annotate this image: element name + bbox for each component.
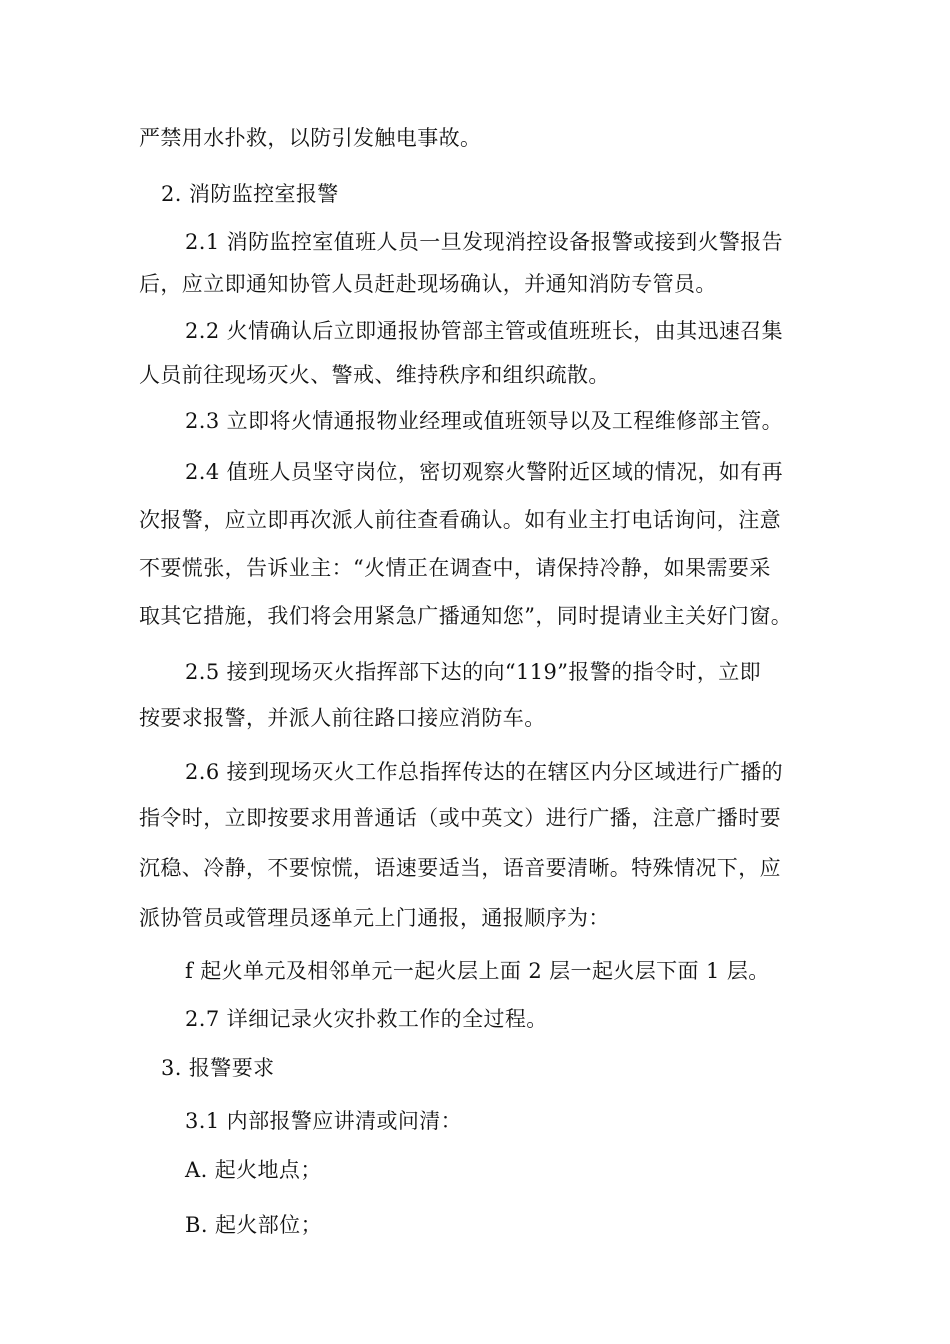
paragraph-line: 人员前往现场灭火、警戒、维持秩序和组织疏散。: [139, 363, 610, 387]
paragraph-line: 2.1 消防监控室值班人员一旦发现消控设备报警或接到火警报告: [185, 230, 784, 254]
paragraph-line: 2.2 火情确认后立即通报协管部主管或值班班长，由其迅速召集: [185, 319, 784, 343]
paragraph-line: 3.1 内部报警应讲清或问清：: [185, 1109, 463, 1133]
paragraph-line: 沉稳、冷静，不要惊慌，语速要适当，语音要清晰。特殊情况下，应: [139, 856, 781, 880]
paragraph-line: 严禁用水扑救，以防引发触电事故。: [139, 126, 482, 150]
list-item: A. 起火地点；: [185, 1158, 322, 1182]
paragraph-line: 2.7 详细记录火灾扑救工作的全过程。: [185, 1007, 548, 1031]
paragraph-line: 取其它措施，我们将会用紧急广播通知您”，同时提请业主关好门窗。: [139, 604, 793, 628]
paragraph-line: 按要求报警，并派人前往路口接应消防车。: [139, 706, 546, 730]
paragraph-line: 2.3 立即将火情通报物业经理或值班领导以及工程维修部主管。: [185, 409, 784, 433]
paragraph-line: 后，应立即通知协管人员赶赴现场确认，并通知消防专管员。: [139, 272, 717, 296]
paragraph-line: f 起火单元及相邻单元一起火层上面 2 层一起火层下面 1 层。: [185, 959, 770, 983]
paragraph-line: 不要慌张，告诉业主：“火情正在调查中，请保持冷静，如果需要采: [139, 556, 771, 580]
paragraph-line: 2.6 接到现场灭火工作总指挥传达的在辖区内分区域进行广播的: [185, 760, 784, 784]
paragraph-line: 派协管员或管理员逐单元上门通报，通报顺序为：: [139, 906, 610, 930]
paragraph-line: 2.4 值班人员坚守岗位，密切观察火警附近区域的情况，如有再: [185, 460, 784, 484]
list-item: B. 起火部位；: [185, 1213, 322, 1237]
paragraph-line: 指令时，立即按要求用普通话（或中英文）进行广播，注意广播时要: [139, 806, 781, 830]
paragraph-line: 次报警，应立即再次派人前往查看确认。如有业主打电话询问，注意: [139, 508, 781, 532]
section-heading: 3. 报警要求: [161, 1056, 275, 1080]
paragraph-line: 2.5 接到现场灭火指挥部下达的向“119”报警的指令时，立即: [185, 660, 762, 684]
section-heading: 2. 消防监控室报警: [161, 182, 339, 206]
